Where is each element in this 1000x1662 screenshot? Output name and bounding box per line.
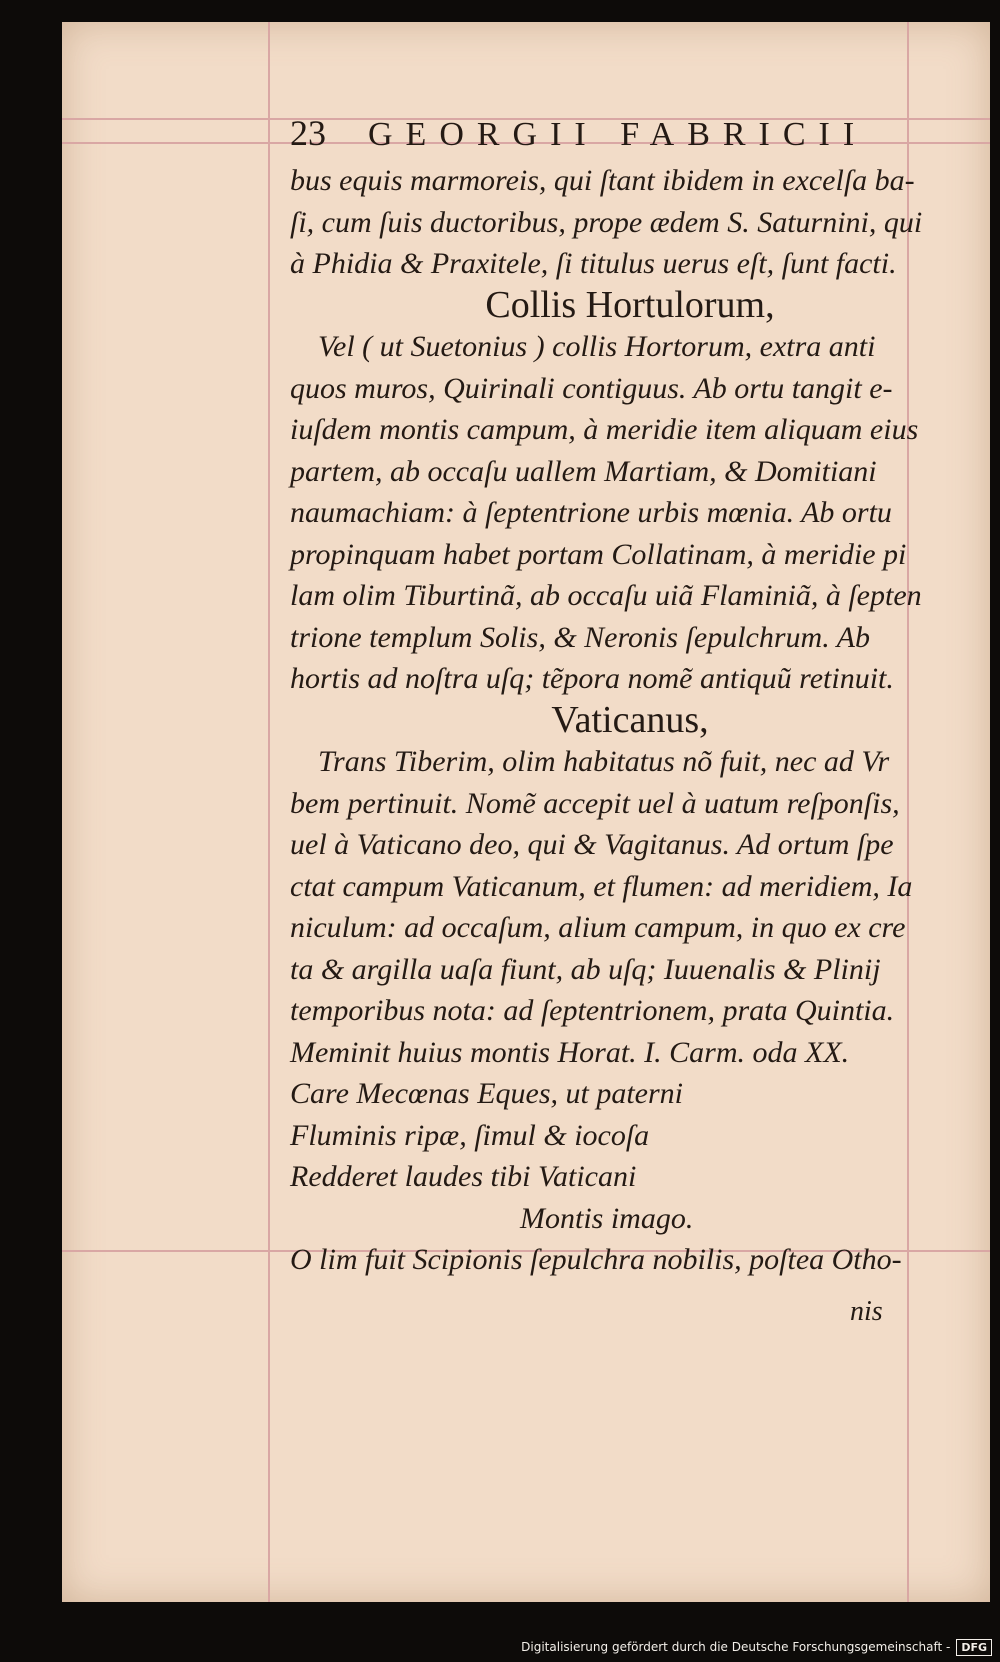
text-line: O lim fuit Scipionis ſepulchra nobilis, poſtea Otho- — [290, 1243, 902, 1276]
text-line: Trans Tiberim, olim habitatus nõ fuit, nec ad Vr — [318, 745, 890, 778]
text-line: niculum: ad occaſum, alium campum, in quo ex cre — [290, 911, 906, 944]
text-line: naumachiam: à ſeptentrione urbis mœnia. Ab ortu — [290, 496, 892, 529]
text-line: partem, ab occaſu uallem Martiam, & Domitiani — [290, 454, 877, 488]
text-line: trione templum Solis, & Neronis ſepulchrum. Ab — [290, 620, 870, 654]
ruling-line-left — [268, 22, 270, 1602]
text-line: propinquam habet portam Collatinam, à meridie pi — [290, 537, 907, 571]
text-line: temporibus nota: ad ſeptentrionem, prata Quintia. — [290, 994, 895, 1027]
running-header — [290, 112, 950, 154]
text-line: bem pertinuit. Nomẽ accepit uel à uatum reſponſis, — [290, 786, 900, 820]
text-line: ta & argilla uaſa fiunt, ab uſq; Iuuenalis & Plinij — [290, 952, 881, 986]
text-line: bus equis marmoreis, qui ſtant ibidem in excelſa ba- — [290, 164, 915, 197]
text-line: ctat campum Vaticanum, et flumen: ad meridiem, Ia — [290, 869, 913, 903]
text-line: à Phidia & Praxitele, ſi titulus uerus eſt, ſunt facti. — [290, 247, 897, 280]
funding-credit: Digitalisierung gefördert durch die Deutsche Forschungsgemeinschaft - — [521, 1640, 951, 1654]
text-line: hortis ad noſtra uſq; tẽpora nomẽ antiquũ retinuit. — [290, 662, 894, 695]
text-line: Meminit huius montis Horat. I. Carm. oda XX. — [290, 1035, 850, 1069]
text-line: quos muros, Quirinali contiguus. Ab ortu tangit e- — [290, 371, 893, 405]
text-line: uel à Vaticano deo, qui & Vagitanus. Ad ortum ſpe — [290, 828, 894, 861]
verse-line: Redderet laudes tibi Vaticani — [290, 1160, 637, 1193]
running-title: GEORGII FABRICII — [368, 116, 868, 153]
text-line: lam olim Tiburtinã, ab occaſu uiã Flaminiã, à ſepten — [290, 579, 922, 612]
verse-line: Montis imago. — [520, 1201, 694, 1235]
text-line: iuſdem montis campum, à meridie item aliquam eius — [290, 413, 919, 446]
text-line: ſi, cum ſuis ductoribus, prope ædem S. Saturnini, qui — [290, 205, 923, 239]
verse-line: Fluminis ripæ, ſimul & iocoſa — [290, 1118, 650, 1152]
section-heading: Collis Hortulorum, — [485, 283, 775, 326]
digitization-footer — [521, 1636, 992, 1658]
dfg-logo: DFG — [956, 1639, 992, 1656]
main-text — [290, 160, 950, 1281]
section-heading: Vaticanus, — [551, 698, 709, 741]
catchword: nis — [850, 1296, 883, 1327]
page-number: 23 — [290, 113, 326, 153]
verse-line: Care Mecœnas Eques, ut paterni — [290, 1077, 684, 1110]
text-line: Vel ( ut Suetonius ) collis Hortorum, extra anti — [318, 330, 876, 363]
